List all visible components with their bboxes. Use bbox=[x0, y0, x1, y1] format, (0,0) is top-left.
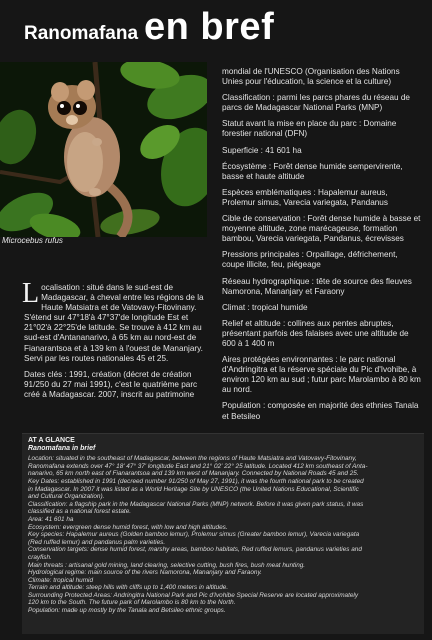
fact-item: Superficie : 41 601 ha bbox=[222, 145, 302, 155]
at-a-glance-box bbox=[22, 433, 424, 634]
page-title bbox=[24, 6, 274, 49]
fact-item: Relief et altitude : collines aux pentes abruptes, présentant parfois des falaises avec une altitude de 600 à 1 400 m bbox=[222, 318, 409, 348]
glance-line: Ecosystem: evergreen dense humid forest, with low and high altitudes. bbox=[28, 523, 228, 531]
lemur-photo bbox=[0, 62, 207, 237]
glance-subheading: Ranomafana in brief bbox=[28, 444, 96, 452]
glance-line: in Madagascar. In 2007 it was listed as a World Heritage Site by UNESCO (the United Nations Educational, Scientific bbox=[28, 485, 359, 493]
glance-line: Area: 41 601 ha bbox=[28, 515, 74, 523]
glance-line: Location: situated in the southeast of Madagascar, between the regions of Haute Matsiatra and Vatovavy-Fitovinany, bbox=[28, 455, 357, 463]
title-suffix: en bref bbox=[144, 6, 275, 48]
glance-line: Classification: a flagship park in the Madagascar National Parks (MNP) network. Before it was given park status, it was bbox=[28, 500, 364, 508]
glance-line: (Red ruffed lemur) and pandanus palm varieties. bbox=[28, 538, 166, 546]
glance-line: Ranomafana extends over 47° 18' 47° 37' longitude East and 21° 02' 22° 25 latitude. Located 412 km southeast of Anta- bbox=[28, 462, 368, 470]
fact-item: Espèces emblématiques : Hapalemur aureus, Prolemur simus, Varecia variegata, Pandanus bbox=[222, 187, 388, 207]
fact-item: Cible de conservation : Forêt dense humide à basse et moyenne altitude, zone marécageuse, formation bambou, Varecia variegata, Pandanus, écrevisses bbox=[222, 214, 421, 244]
glance-line: crayfish. bbox=[28, 553, 52, 561]
title-park-name: Ranomafana bbox=[24, 23, 139, 44]
glance-line: classified as a national forest estate. bbox=[28, 508, 132, 516]
glance-line: Hydrological regime: main source of the rivers Namorona, Mananjary and Faraony. bbox=[28, 569, 262, 577]
location-text: ocalisation : situé dans le sud-est de Madagascar, à cheval entre les régions de la Haute Matsiatra et de Vatovavy-Fitovinany. S'étend sur 47°18'à 47°37'de longitude Est et 21°02'à 22°25'de latitude. Se trouve à 412 km au sud-est d'Antananarivo, à 65 km au nord-est de Fianarantsoa et à 139 km à l'ouest de Mananjary. Servi par les routes nationales 45 et 25. bbox=[24, 283, 204, 363]
drop-cap: L bbox=[22, 278, 40, 309]
glance-line: Key species: Hapalemur aureus (Golden bamboo lemur), Prolemur simus (Greater bamboo lemur), Varecia variegata bbox=[28, 531, 360, 539]
lemur-illustration bbox=[0, 62, 207, 237]
glance-line: 120 km to the South. The future park of Marolambo is 80 km to the North. bbox=[28, 599, 236, 607]
fact-item: Statut avant la mise en place du parc : Domaine forestier national (DFN) bbox=[222, 119, 397, 139]
fact-item: Réseau hydrographique : tête de source des fleuves Namorona, Mananjary et Faraony bbox=[222, 276, 412, 296]
glance-line: Conservation targets: dense humid forest, marshy areas, bamboo habitats, Red ruffed lemurs, pandanus varieties and bbox=[28, 546, 362, 554]
location-paragraph bbox=[22, 278, 210, 364]
glance-line: Climate: tropical humid bbox=[28, 576, 93, 584]
glance-line: Population: made up mostly by the Tanala and Betsileo ethnic groups. bbox=[28, 607, 226, 615]
fact-item: Pressions principales : Orpaillage, défrichement, coupe illicite, feu, piégeage bbox=[222, 250, 398, 270]
fact-item: Aires protégées environnantes : le parc national d'Andringitra et la réserve spéciale du Pic d'Ivohibe, à environ 120 km au sud ; futur parc Marolambo à 80 km au nord. bbox=[222, 355, 421, 395]
fact-item: Climat : tropical humide bbox=[222, 302, 308, 312]
glance-line: and Cultural Organization). bbox=[28, 493, 105, 501]
key-dates-paragraph: Dates clés : 1991, création (décret de création 91/250 du 27 mai 1991), c'est le quatrième parc créé à Madagascar. 2007, inscrit au patrimoine bbox=[24, 369, 198, 399]
glance-line: Main threats : artisanal gold mining, land clearing, selective cutting, bush fires, bush meat hunting. bbox=[28, 561, 306, 569]
right-column bbox=[222, 67, 422, 428]
left-column bbox=[22, 278, 210, 406]
fact-item: Écosystème : Forêt dense humide sempervirente, basse et haute altitude bbox=[222, 161, 403, 181]
fact-item: mondial de l'UNESCO (Organisation des Nations Unies pour l'éducation, la science et la culture) bbox=[222, 67, 400, 87]
glance-line: nanarivo, 65 km north east of Fianarantsoa and 139 km west of Mananjary. Connected by National Roads 45 and 25. bbox=[28, 470, 359, 478]
glance-line: Surrounding Protected Areas: Andringitra National Park and Pic d'Ivohibe Special Reserve are located approximately bbox=[28, 591, 359, 599]
fact-item: Classification : parmi les parcs phares du réseau de parcs de Madagascar National Parks (MNP) bbox=[222, 93, 410, 113]
glance-line: Key Dates: established in 1991 (decreed number 91/250 of May 27, 1991), it was the fourth national park to be created bbox=[28, 477, 364, 485]
glance-line: Terrain and altitude: steep hills with cliffs up to 1,400 meters in altitude. bbox=[28, 584, 229, 592]
fact-item: Population : composée en majorité des ethnies Tanala et Betsileo bbox=[222, 401, 419, 421]
glance-heading: AT A GLANCE bbox=[28, 437, 75, 444]
photo-caption: Microcebus rufus bbox=[2, 236, 63, 245]
